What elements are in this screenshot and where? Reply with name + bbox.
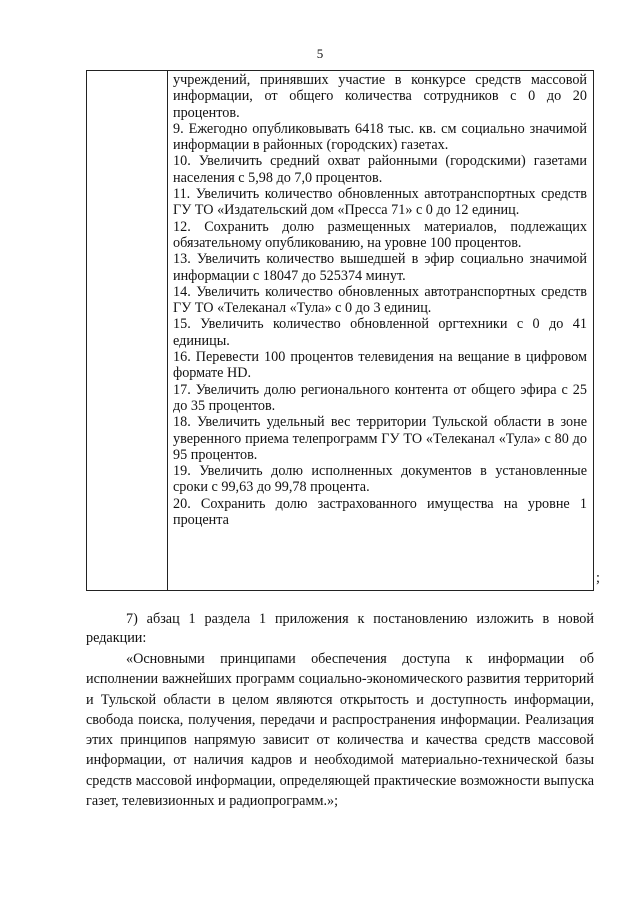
table-item: 16. Перевести 100 процентов телевидения на вещание в цифровом формате HD. [173, 349, 587, 382]
table-item: 20. Сохранить долю застрахованного имущества на уровне 1 процента [173, 495, 587, 529]
table-end-mark: ; [596, 570, 600, 586]
table-item: 10. Увеличить средний охват районными (городскими) газетами населения с 5,98 до 7,0 процентов. [173, 153, 587, 186]
table-item: 11. Увеличить количество обновленных автотранспортных средств ГУ ТО «Издательский дом «Пресса 71» с 0 до 12 единиц. [173, 186, 587, 219]
indicators-table [86, 70, 594, 591]
table-item: 13. Увеличить количество вышедшей в эфир социально значимой информации с 18047 до 525374 минут. [173, 251, 587, 284]
table-item: 9. Ежегодно опубликовывать 6418 тыс. кв. см социально значимой информации в районных (городских) газетах. [173, 120, 587, 154]
page-number: 5 [316, 46, 324, 61]
indicators-cell [173, 72, 587, 528]
table-item: 12. Сохранить долю размещенных материалов, подлежащих обязательному опубликованию, на уровне 100 процентов. [173, 218, 587, 251]
quoted-text: «Основными принципами обеспечения доступа к информации об исполнении важнейших программ социально-экономического развития территорий и Тульской области в целом являются открытость и доступность информации, свобода поиска, получения, передачи и распространения информации. Реализация этих принципов напрямую зависит от количества и качества средств массовой информации, от наличия кадров и необходимой материально-технической базы средств массовой информации, определяющей практические возможности выпуска газет, телевизионных и радиопрограмм.»; [86, 651, 594, 810]
amendment-paragraph: 7) абзац 1 раздела 1 приложения к постановлению изложить в новой редакции: [86, 611, 594, 646]
table-item: 18. Увеличить удельный вес территории Тульской области в зоне уверенного приема телепрограмм ГУ ТО «Телеканал «Тула» с 80 до 95 процентов. [173, 414, 587, 463]
table-item: 14. Увеличить количество обновленных автотранспортных средств ГУ ТО «Телеканал «Тула» с 0 до 3 единиц. [173, 283, 587, 317]
table-column-divider [167, 71, 168, 590]
table-item: 17. Увеличить долю регионального контента от общего эфира с 25 до 35 процентов. [173, 381, 587, 414]
table-item: учреждений, принявших участие в конкурсе средств массовой информации, от общего количества сотрудников с 0 до 20 процентов. [173, 72, 587, 121]
table-item: 19. Увеличить долю исполненных документов в установленные сроки с 99,63 до 99,78 процента. [173, 463, 587, 496]
table-item: 15. Увеличить количество обновленной оргтехники с 0 до 41 единицы. [173, 316, 587, 349]
